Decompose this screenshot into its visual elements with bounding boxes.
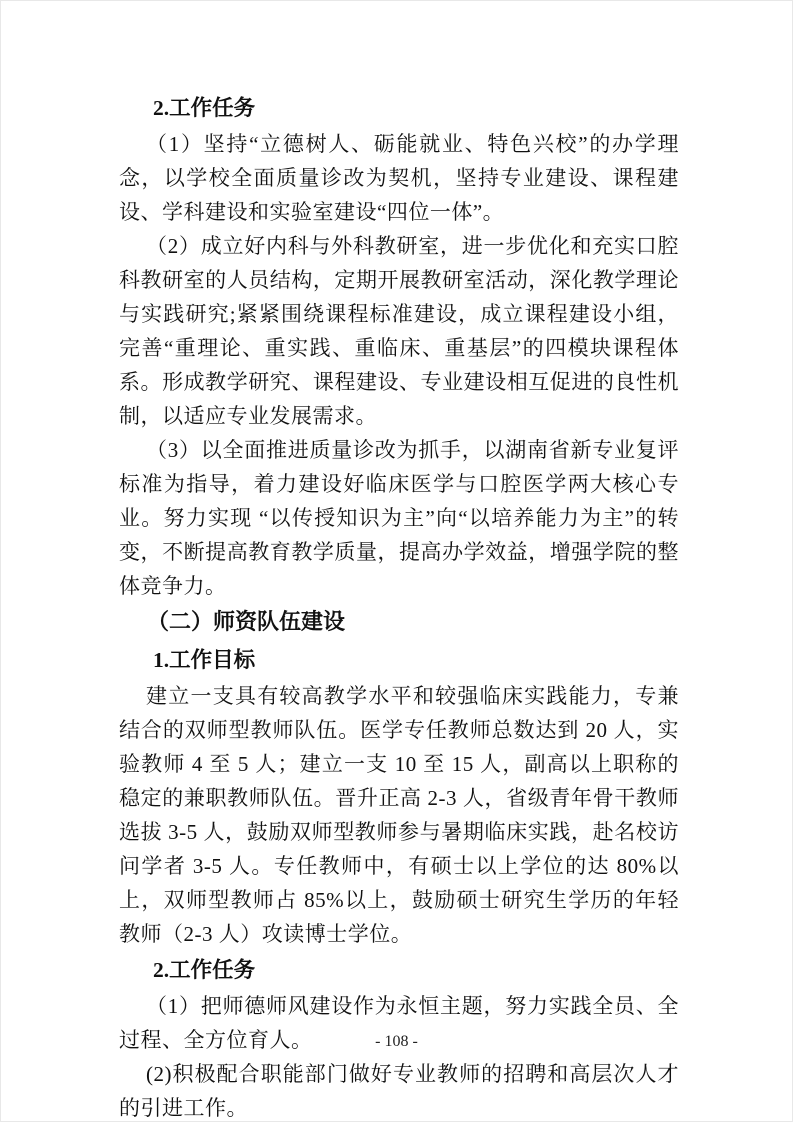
paragraph-item-1: （1）坚持“立德树人、砺能就业、特色兴校”的办学理念，以学校全面质量诊改为契机，坚持专业建设、课程建设、学科建设和实验室建设“四位一体”。 bbox=[119, 132, 679, 224]
heading-teacher-team: （二）师资队伍建设 bbox=[147, 609, 346, 634]
paragraph-task-1: （1）把师德师风建设作为永恒主题，努力实践全员、全过程、全方位育人。 bbox=[119, 994, 679, 1052]
heading-work-tasks-2: 2.工作任务 bbox=[153, 958, 256, 982]
document-content bbox=[119, 89, 679, 1122]
paragraph-task-2: (2)积极配合职能部门做好专业教师的招聘和高层次人才的引进工作。 bbox=[119, 1062, 679, 1120]
paragraph-item-2: （2）成立好内科与外科教研室，进一步优化和充实口腔科教研室的人员结构，定期开展教研室活动，深化教学理论与实践研究;紧紧围绕课程标准建设，成立课程建设小组，完善“重理论、重实践、重临床、重基层”的四模块课程体系。形成教学研究、课程建设、专业建设相互促进的良性机制，以适应专业发展需求。 bbox=[119, 234, 679, 428]
heading-work-goal: 1.工作目标 bbox=[153, 648, 256, 672]
heading-work-tasks-1: 2.工作任务 bbox=[153, 96, 256, 120]
paragraph-work-goal: 建立一支具有较高教学水平和较强临床实践能力，专兼结合的双师型教师队伍。医学专任教师总数达到 20 人，实验教师 4 至 5 人；建立一支 10 至 15 人，副高以上职称的稳定的兼职教师队伍。晋升正高 2-3 人，省级青年骨干教师选拔 3-5 人，鼓励双师型教师参与暑期临床实践，赴名校访问学者 3-5 人。专任教师中，有硕士以上学位的达 80%以上，双师型教师占 85%以上，鼓励硕士研究生学历的年轻教师（2-3 人）攻读博士学位。 bbox=[119, 684, 680, 946]
paragraph-item-3: （3）以全面推进质量诊改为抓手，以湖南省新专业复评标准为指导，着力建设好临床医学与口腔医学两大核心专业。努力实现 “以传授知识为主”向“以培养能力为主”的转变，不断提高教育教学质量，提高办学效益，增强学院的整体竞争力。 bbox=[119, 438, 679, 598]
footer-page-number: - 108 - bbox=[375, 1033, 418, 1050]
